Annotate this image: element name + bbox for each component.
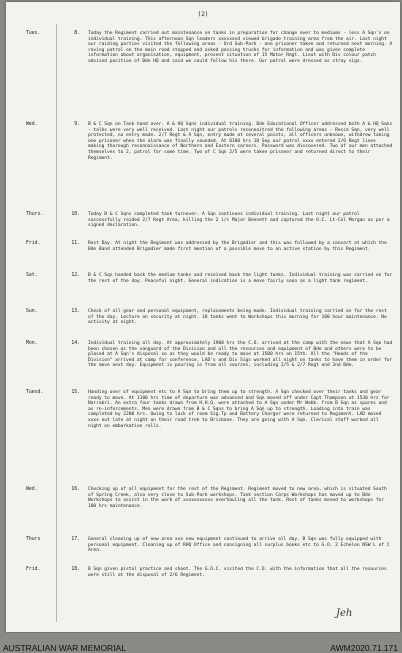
entry-date: 14. <box>71 341 80 346</box>
entry-text: B & C Sqn on Tank hand over. A & HQ Sqns individual training. Bde Educational Officer addressed both A & HQ Sqns - talks were very well received. Last night our patrols reconnoitred the following areas - Recce Sqn, very well protected, no entry made. 2/7 Regt & A Sqn, entry made at several points, all officers unknown, withdrew taking one prisoner when the alarm was finally sounded. At 0100 hrs 10 Sep our patrol xxxx entered 2/6 Regt lines making thorough reconnaissance of Northern and Eastern corners. Password was discovered. Two of our men attached themselves to 2, patrol for some time. Two of C Sqn 2/5 were taken prisoner and returned direct to their Regiment. <box>88 122 393 161</box>
entry-day: Frid. <box>26 567 41 572</box>
entry-day: Mon. <box>26 341 38 346</box>
entry-text: Individual training all day. At approximately 1900 hrs the C.O. arrived at the camp with the news that A Sqn had been chosen as the vanguard of the Division and all the resources and equipment of Bde and others were to be placed at A Sqn's disposal so as they would be ready to move at 1500 hrs on 15th. All the "Heads of the Division" arrived at camp for conference. LAD's and Div Sigs worked all night on tanks to have them in order for the move next day. Equipment is pouring in from all sources, including 2/5 & 2/7 Regt and 2nd Bde. <box>88 341 393 369</box>
entry-day: Tues. <box>26 31 41 36</box>
entry-day: Tuesd. <box>26 390 44 395</box>
entry-day: Frid. <box>26 241 41 246</box>
entry-text: B & C Sqn handed back the medium tanks and received back the light tanks. Individual training was carried on for the rest of the day. Peaceful night. General indication is a move fairly soon as a light tank regiment. <box>88 273 393 284</box>
entry-date: 12. <box>71 273 80 278</box>
entry-date: 17. <box>71 537 80 542</box>
page-number: (2) <box>197 11 209 18</box>
document-page <box>6 2 400 632</box>
entry-text: Today the Regiment carried out maintenance on tanks in preparation for change over to mediums - less A Sqn's on individual training. This afternoon Sqn leaders xxxxxxxd viewed brigade training area from the air. Last night our raiding parties visited the following areas - Ord Sub-Park - one prisoner taken and returned next morning. A roving patrol on the main road stopped and asked passing trucks for information and was given complete information about organisation, equipment, present situation of 15 Motor Regt. Lieut with Div colour patch advised position of Bde HQ and said we could follow his there. Our patrol were dressed as stray sigs. <box>88 31 393 64</box>
entry-date: 8. <box>74 31 80 36</box>
entry-date: 16. <box>71 487 80 492</box>
entry-text: Checking up of all equipment for the rest of the Regiment. Regiment moved to new area, which is situated South of Spring Creek, also very close to Sub-Park workshops. Tank section Corps Workshops has moved up to Bde Workshops to assist in the work of xxxxxxxxxxx overhauling all the tank. Rest of tanks moved to workshops for 100 hrs maintenance. <box>88 487 387 509</box>
entry-text: General cleaning up of new area xxx new equipment continued to arrive all day. B Sqn was fully equipped with personal equipment. Cleaning up of RHQ Office and consigning all surplus books etc to G.O. 2 Echelon NSW L of C Area. <box>88 537 390 554</box>
entry-day: Sun. <box>26 309 38 314</box>
handwritten-initials: Jeh <box>336 608 353 619</box>
entry-day: Thurs <box>26 537 41 542</box>
entry-date: 18. <box>71 567 80 572</box>
archive-name: AUSTRALIAN WAR MEMORIAL <box>3 643 126 653</box>
entry-text: B Sqn given pistol practice and shoot. The G.O.C. visited the C.O. with the information that all the resources were still at the disposal of 2/6 Regiment. <box>88 567 387 578</box>
entry-date: 13. <box>71 309 80 314</box>
entry-day: Wed. <box>26 487 38 492</box>
entry-text: Today B & C Sqns completed tank turnover. A Sqn continues individual training. Last night our patrol successfully raided 2/7 Regt Area, killing the 2 i/c Major Bennett and captured the O.C. Lt-Col Morgan as per a signed declaration. <box>88 212 390 229</box>
entry-day: Thurs. <box>26 212 44 217</box>
entry-date: 10. <box>71 212 80 217</box>
entry-text: Rest Day. At night the Regiment was addressed by the Brigadier and this was followed by a concert at which the Bde Band attended Brigadier made first mention of a possible move to an active station by this Regiment. <box>88 241 387 252</box>
entry-date: 11. <box>71 241 80 246</box>
entry-text: Check of all gear and personal equipment, replacements being made. Individual training carried on for the rest of the day. Lecture on security at night. 18 tanks went to Workshops this morning for 100 hour maintenance. No activity at night. <box>88 309 387 326</box>
entry-day: Sat. <box>26 273 38 278</box>
entry-text: Handing over of equipment etc to A Sqn to bring them up to strength. A Sqn checked over their tanks and gear ready to move. At 1100 hrs time of departure was advanced and Sqn moved off under Capt Thompson at 1530 hrs for Narrabri. An extra four tanks drawn from H.H.Q. were attached to A Sqn under Mr Webb. from B Sqn as spares and as re-inforcements. Men were drawn from B & C Sqns to bring A Sqn up to strength. Loading into train was completed by 2200 hrs. Owing to lack of room Sig.Tp and Battery Charger were returned to Regiment. LAD moved xxxx out late at night on their road trek to Brisbane. They are going with A Sqn. Clerical staff worked all night on embarkation rolls. <box>88 390 390 429</box>
entry-day: Wed. <box>26 122 38 127</box>
archive-reference: AWM2020.71.171 <box>330 643 398 653</box>
entry-date: 15. <box>71 390 80 395</box>
margin-rule <box>56 24 57 622</box>
entry-date: 9. <box>74 122 80 127</box>
